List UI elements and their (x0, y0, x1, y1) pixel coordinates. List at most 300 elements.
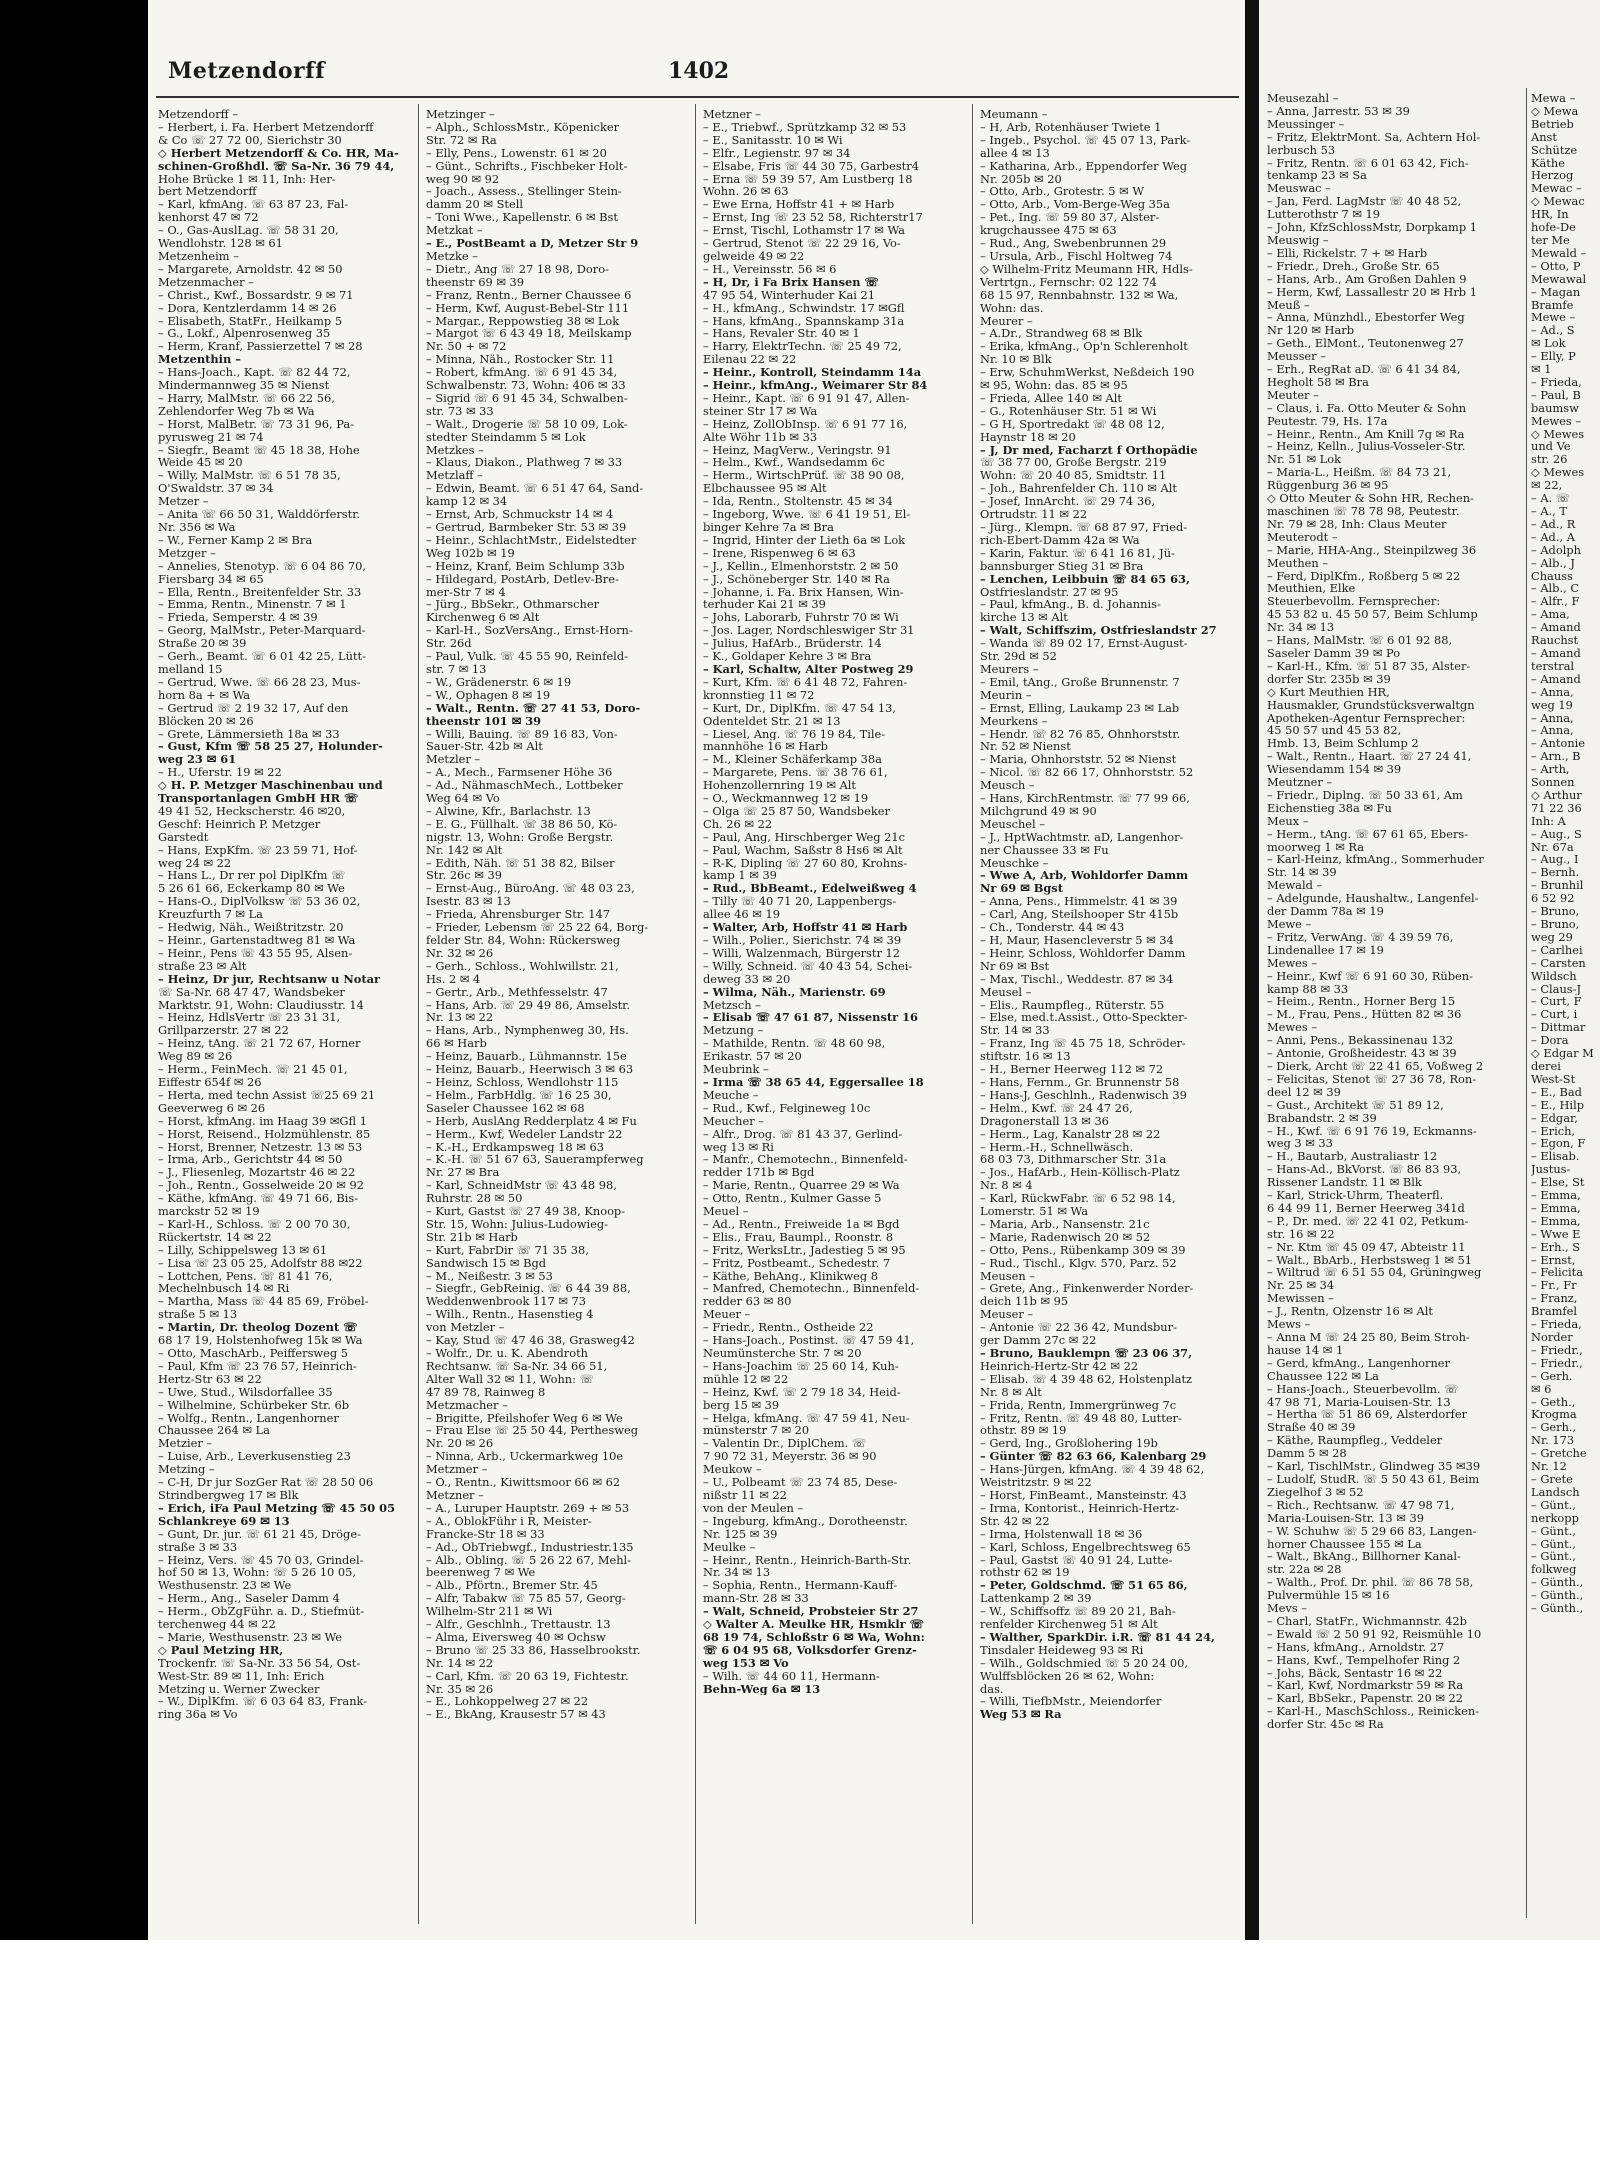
directory-entry: – Günth., (1531, 1589, 1584, 1603)
directory-entry: – Edgar, (1531, 1111, 1578, 1125)
directory-entry: – Erika, kfmAng., Op'n Schlerenholt (980, 340, 1188, 354)
directory-entry: – Herm., Ang., Saseler Damm 4 (158, 1592, 340, 1606)
directory-entry: binger Kehre 7a ✉ Bra (703, 521, 834, 534)
directory-entry: – Paul, Wachm, Saßstr 8 Hs6 ✉ Alt (703, 843, 903, 857)
directory-entry: – Jos., HafArb., Hein-Köllisch-Platz (980, 1166, 1180, 1180)
directory-entry: ✉ 95, Wohn: das. 85 ✉ 95 (980, 379, 1128, 392)
directory-entry: Str. 15, Wohn: Julius-Ludowieg- (426, 1217, 609, 1231)
directory-entry: Nr. 14 ✉ 22 (426, 1656, 494, 1670)
directory-entry: – J., Fliesenleg, Mozartstr 46 ✉ 22 (158, 1166, 356, 1180)
directory-entry: Metzkat – (426, 224, 483, 238)
directory-entry: – Heim., Rentn., Horner Berg 15 (1267, 995, 1456, 1009)
directory-entry: – Erich, iFa Paul Metzing ☏ 45 50 05 (158, 1501, 395, 1515)
directory-entry: Herzog (1531, 169, 1574, 183)
directory-entry: Garstedt (158, 830, 209, 844)
directory-entry: Meutzner – (1267, 776, 1333, 789)
directory-entry: Inh: A (1531, 814, 1566, 828)
directory-entry: – Adelgunde, Haushaltw., Langenfel- (1267, 892, 1479, 906)
directory-entry: straße 23 ✉ Alt (158, 959, 247, 973)
directory-entry: – Fritz, ElektrMont. Sa, Achtern Hol- (1267, 130, 1481, 144)
directory-entry: – Georg, MalMstr., Peter-Marquard- (158, 624, 366, 638)
directory-entry: Wilhelm-Str 211 ✉ Wi (426, 1605, 553, 1619)
column-divider (972, 104, 973, 1924)
directory-entry: Käthe (1531, 156, 1565, 170)
directory-entry: – Ad., A (1531, 530, 1575, 544)
directory-entry: – Wilh., Polier., Sierichstr. 74 ✉ 39 (703, 934, 902, 947)
directory-entry: ◇ Arthur (1531, 788, 1582, 802)
directory-entry: Alte Wöhr 11b ✉ 33 (703, 430, 818, 444)
directory-entry: – Helga, kfmAng. ☏ 47 59 41, Neu- (703, 1411, 910, 1425)
directory-entry: – Wwe A, Arb, Wohldorfer Damm (980, 869, 1189, 883)
directory-entry: – A.Dr., Strandweg 68 ✉ Blk (980, 327, 1143, 341)
directory-entry: – Käthe, Raumpfleg., Veddeler (1267, 1434, 1443, 1448)
directory-entry: – Martha, Mass ☏ 44 85 69, Fröbel- (158, 1295, 369, 1309)
directory-entry: – Hans, Revaler Str. 40 ✉ 1 (703, 327, 860, 341)
directory-entry: stiftstr. 16 ✉ 13 (980, 1050, 1071, 1064)
directory-entry: Meuß – (1267, 298, 1310, 312)
directory-entry: – Ella, Rentn., Breitenfelder Str. 33 (158, 585, 362, 599)
directory-entry: Saseler Damm 39 ✉ Po (1267, 646, 1401, 660)
directory-entry: – Hertha ☏ 51 86 69, Alsterdorfer (1267, 1408, 1468, 1422)
directory-entry: – Paul, kfmAng., B. d. Johannis- (980, 598, 1161, 612)
directory-entry: – Alb., J (1531, 556, 1575, 570)
directory-entry: – Heinr., Pens ☏ 43 55 95, Alsen- (158, 946, 353, 960)
directory-entry: Vertrtgn., Fernschr: 02 122 74 (980, 275, 1157, 289)
directory-entry: – W., Grädenerstr. 6 ✉ 19 (426, 675, 572, 689)
directory-entry: – Karl-Heinz, kfmAng., Sommerhuder (1267, 853, 1484, 867)
directory-entry: Metzner – (426, 1488, 484, 1502)
directory-entry: – Jos. Lager, Nordschleswiger Str 31 (703, 624, 915, 638)
directory-entry: – M., Frau, Pens., Hütten 82 ✉ 36 (1267, 1008, 1462, 1022)
directory-entry: – Wilhelmine, Schürbeker Str. 6b (158, 1398, 349, 1412)
directory-entry: – John, KfzSchlossMstr, Dorpkamp 1 (1267, 221, 1477, 234)
directory-entry: – Gretche (1531, 1447, 1587, 1461)
directory-entry: – Frieda, Allee 140 ✉ Alt (980, 391, 1122, 405)
directory-entry: ◇ Wilhelm-Fritz Meumann HR, Hdls- (980, 262, 1193, 276)
directory-entry: Meusch – (980, 779, 1035, 793)
directory-entry: – C-H, Dr jur SozGer Rat ☏ 28 50 06 (158, 1476, 374, 1489)
directory-entry: ◇ Mewes (1531, 427, 1585, 441)
directory-entry: – Karl, RückwFabr. ☏ 6 52 98 14, (980, 1192, 1176, 1206)
directory-entry: – Elis., Raumpfleg., Rüterstr. 55 (980, 998, 1165, 1012)
directory-entry: 66 ✉ Harb (426, 1037, 487, 1051)
directory-entry: Metzenthin – (158, 353, 241, 367)
directory-entry: Peutestr. 79, Hs. 17a (1267, 414, 1388, 428)
directory-entry: – E. G., Füllhalt. ☏ 38 86 50, Kö- (426, 817, 618, 831)
directory-entry: – Fritz, VerwAng. ☏ 4 39 59 76, (1267, 930, 1454, 944)
directory-entry: – Willi, TiefbMstr., Meiendorfer (980, 1695, 1162, 1709)
directory-entry: 7 90 72 31, Meyerstr. 36 ✉ 90 (703, 1450, 877, 1464)
directory-entry: – Anna, (1531, 724, 1574, 738)
directory-entry: – Liesel, Ang. ☏ 76 19 84, Tile- (703, 727, 886, 741)
directory-entry: felder Str. 84, Wohn: Rückersweg (426, 934, 621, 947)
directory-entry: – Hans-Joach., Steuerbevollm. ☏ (1267, 1382, 1459, 1396)
directory-entry: Weg 53 ✉ Ra (980, 1708, 1062, 1722)
page-gutter (1245, 0, 1259, 1940)
directory-entry: – Otto, P (1531, 259, 1581, 273)
directory-entry: – Ludolf, StudR. ☏ 5 50 43 61, Beim (1267, 1472, 1480, 1486)
directory-entry: – Karl, Schloss, Engelbrechtsweg 65 (980, 1540, 1191, 1554)
directory-entry: – Elisabeth, StatFr., Heilkamp 5 (158, 314, 343, 328)
directory-entry: Str. 42 ✉ 22 (980, 1514, 1050, 1528)
directory-entry: – Franz, Ing ☏ 45 75 18, Schröder- (980, 1037, 1186, 1051)
directory-entry: – Hans, kfmAng., Arnoldstr. 27 (1267, 1640, 1445, 1654)
directory-column-1 (158, 108, 414, 1721)
directory-entry: – Emma, (1531, 1214, 1581, 1228)
directory-entry: – Heinz, MagVerw., Veringstr. 91 (703, 443, 892, 457)
directory-entry: – H., Vereinsstr. 56 ✉ 6 (703, 262, 837, 276)
directory-entry: Odenteldet Str. 21 ✉ 13 (703, 714, 841, 728)
directory-entry: gelweide 49 ✉ 22 (703, 249, 805, 263)
directory-entry: – Anna, (1531, 685, 1574, 699)
directory-entry: – Lottchen, Pens. ☏ 81 41 76, (158, 1269, 333, 1283)
directory-entry: terchenweg 44 ✉ 22 (158, 1618, 276, 1631)
directory-entry: Fiersbarg 34 ✉ 65 (158, 572, 264, 586)
directory-entry: Nr. 27 ✉ Bra (426, 1166, 500, 1180)
directory-entry: – Hildegard, PostArb, Detlev-Bre- (426, 572, 619, 586)
directory-entry: – Karl, Schaltw, Alter Postweg 29 (703, 662, 914, 676)
directory-entry: rothstr 62 ✉ 19 (980, 1566, 1070, 1580)
directory-entry: – Julius, HafArb., Brüderstr. 14 (703, 637, 882, 651)
directory-entry: Metzier – (158, 1437, 213, 1451)
directory-column-3 (703, 108, 968, 1695)
directory-entry: weg 3 ✉ 33 (1267, 1137, 1333, 1151)
directory-entry: – Carlhei (1531, 943, 1583, 957)
directory-entry: othstr. 89 ✉ 19 (980, 1424, 1067, 1438)
directory-entry: 68 03 73, Dithmarscher Str. 31a (980, 1153, 1167, 1167)
directory-entry: Metzinger – (426, 108, 495, 121)
directory-entry: – Minna, Näh., Rostocker Str. 11 (426, 353, 615, 367)
directory-entry: – Herm, Kwf, August-Bebel-Str 111 (426, 301, 630, 315)
directory-entry: mühle 12 ✉ 22 (703, 1372, 789, 1386)
directory-entry: – Sophia, Rentn., Hermann-Kauff- (703, 1579, 898, 1593)
directory-entry: – Frieda, Ahrensburger Str. 147 (426, 908, 611, 922)
directory-entry: – Hans-Joach., Kapt. ☏ 82 44 72, (158, 366, 351, 380)
directory-entry: – H., kfmAng., Schwindstr. 17 ✉Gfl (703, 301, 905, 315)
directory-entry: – Kay, Stud ☏ 47 46 38, Grasweg42 (426, 1334, 635, 1347)
directory-entry: – Wolfr., Dr. u. K. Abendroth (426, 1347, 589, 1360)
directory-entry: Nr. 173 (1531, 1434, 1575, 1448)
directory-entry: kenhorst 47 ✉ 72 (158, 211, 259, 225)
directory-entry: von Metzler – (426, 1321, 505, 1335)
directory-entry: Mewes – (1267, 1021, 1318, 1035)
directory-entry: ter Me (1531, 233, 1570, 247)
directory-entry: – Alfr., Drog. ☏ 81 43 37, Gerlind- (703, 1127, 903, 1141)
directory-entry: – Ewald ☏ 2 50 91 92, Reismühle 10 (1267, 1627, 1482, 1641)
directory-entry: ✉ 22, (1531, 479, 1563, 493)
directory-entry: – Hans, kfmAng., Spannskamp 31a (703, 314, 905, 328)
directory-entry: Rüggenburg 36 ✉ 95 (1267, 479, 1389, 493)
directory-entry: Weistritzstr. 9 ✉ 22 (980, 1476, 1092, 1489)
directory-entry: Nr. 79 ✉ 28, Inh: Claus Meuter (1267, 517, 1447, 531)
right-column-2 (1531, 92, 1600, 1615)
directory-entry: – Wilh., Goldschmied ☏ 5 20 24 00, (980, 1656, 1188, 1670)
directory-entry: – Günt., Schrifts., Fischbeker Holt- (426, 159, 628, 173)
directory-entry: – E., BkAng, Krausestr 57 ✉ 43 (426, 1708, 606, 1722)
directory-entry: Hmb. 13, Beim Schlump 2 (1267, 737, 1419, 751)
directory-entry: renfelder Kirchenweg 51 ✉ Alt (980, 1618, 1158, 1631)
directory-entry: Mewawal (1531, 272, 1587, 286)
directory-entry: – Günt., (1531, 1524, 1576, 1538)
directory-entry: horner Chaussee 155 ✉ La (1267, 1537, 1422, 1551)
directory-entry: Str. 26d (426, 637, 472, 651)
directory-entry: – Alb., C (1531, 582, 1580, 596)
directory-entry: – E., Bad (1531, 1085, 1582, 1099)
directory-entry: – Gertrud, Stenot ☏ 22 29 16, Vo- (703, 237, 901, 250)
directory-entry: Nr. 205b ✉ 20 (980, 172, 1062, 186)
directory-entry: – Martin, Dr. theolog Dozent ☏ (158, 1321, 358, 1335)
directory-entry: Justus- (1531, 1163, 1571, 1177)
directory-entry: Meuschke – (980, 856, 1049, 870)
directory-entry: – Frieda, Semperstr. 4 ✉ 39 (158, 611, 318, 625)
directory-entry: – Walt., BkAng., Billhorner Kanal- (1267, 1550, 1461, 1564)
directory-entry: kamp 12 ✉ 34 (426, 495, 508, 509)
directory-entry: Bramfe (1531, 298, 1574, 312)
directory-entry: – Erh., RegRat aD. ☏ 6 41 34 84, (1267, 363, 1461, 376)
directory-entry: Ch. 26 ✉ 22 (703, 817, 773, 831)
directory-entry: – Walt, Schiffszim, Ostfrieslandstr 27 (980, 624, 1217, 638)
directory-entry: Haynstr 18 ✉ 20 (980, 430, 1076, 444)
directory-entry: Meuthen – (1267, 556, 1329, 570)
directory-entry: Metzenmacher – (158, 275, 254, 289)
directory-entry: Meuter – (1267, 388, 1319, 402)
directory-entry: – Katharina, Arb., Eppendorfer Weg (980, 159, 1188, 173)
directory-entry: Meuthien, Elke (1267, 582, 1356, 596)
directory-entry: Geschf: Heinrich P. Metzger (158, 817, 321, 831)
directory-entry: – Ingeborg, Wwe. ☏ 6 41 19 51, El- (703, 508, 911, 521)
directory-entry: deel 12 ✉ 39 (1267, 1085, 1341, 1099)
directory-entry: – Gertrud, Barmbeker Str. 53 ✉ 39 (426, 521, 627, 534)
directory-entry: – Gerh., (1531, 1421, 1577, 1435)
directory-entry: – Heinz, ZollObInsp. ☏ 6 91 77 16, (703, 417, 908, 431)
directory-entry: Nr. 13 ✉ 22 (426, 1011, 494, 1025)
directory-entry: – Rich., Rechtsanw. ☏ 47 98 71, (1267, 1498, 1455, 1512)
directory-entry: hause 14 ✉ 1 (1267, 1343, 1344, 1357)
directory-entry: – Erh., S (1531, 1240, 1581, 1254)
directory-entry: von der Meulen – (703, 1501, 804, 1515)
directory-entry: das. (980, 1682, 1004, 1696)
directory-entry: hof 50 ✉ 13, Wohn: ☏ 5 26 10 05, (158, 1566, 357, 1580)
directory-entry: – Robert, kfmAng. ☏ 6 91 45 34, (426, 366, 618, 380)
directory-entry: Metzmacher – (426, 1398, 508, 1412)
directory-entry: horn 8a + ✉ Wa (158, 688, 251, 702)
directory-entry: Mechelnbusch 14 ✉ Ri (158, 1282, 290, 1296)
directory-entry: – Lenchen, Leibbuin ☏ 84 65 63, (980, 572, 1190, 586)
directory-entry: – Johs, Laborarb, Fuhrstr 70 ✉ Wi (703, 611, 899, 625)
directory-entry: – Frieder, Lebensm ☏ 25 22 64, Borg- (426, 921, 649, 934)
directory-entry: Nr. 52 ✉ Nienst (980, 740, 1071, 754)
directory-entry: – Joh., Rentn., Gosselweide 20 ✉ 92 (158, 1179, 364, 1193)
directory-entry: – Horst, Reisend., Holzmühlenstr. 85 (158, 1127, 371, 1141)
directory-entry: – Elli, Rickelstr. 7 + ✉ Harb (1267, 246, 1428, 260)
directory-entry: Eilenau 22 ✉ 22 (703, 353, 797, 367)
directory-entry: – Elly, Pens., Lowenstr. 61 ✉ 20 (426, 146, 607, 160)
directory-entry: – Maria, Ohnhorststr. 52 ✉ Nienst (980, 753, 1177, 767)
directory-entry: – Willy, Schneid. ☏ 40 43 54, Schei- (703, 959, 913, 973)
directory-entry: – Willi, Bauing. ☏ 89 16 83, Von- (426, 727, 618, 741)
directory-entry: ◇ Kurt Meuthien HR, (1267, 685, 1390, 699)
directory-entry: Wohn. 26 ✉ 63 (703, 185, 789, 199)
directory-entry: – Elisab ☏ 47 61 87, Nissenstr 16 (703, 1011, 918, 1025)
directory-entry: – Lisa ☏ 23 05 25, Adolfstr 88 ✉22 (158, 1256, 363, 1270)
directory-entry: – Willy, MalMstr. ☏ 6 51 78 35, (158, 469, 341, 483)
directory-entry: – Pet., Ing. ☏ 59 80 37, Alster- (980, 211, 1160, 225)
directory-entry: weg 13 ✉ Ri (703, 1140, 774, 1154)
directory-entry: – Horst, FinBeamt., Mansteinstr. 43 (980, 1488, 1187, 1502)
directory-entry: – Jürg., BbSekr., Othmarscher (426, 598, 600, 612)
directory-entry: – Anna, (1531, 711, 1574, 725)
directory-entry: Weide 45 ✉ 20 (158, 456, 243, 470)
directory-entry: – Antonie (1531, 737, 1586, 751)
directory-entry: – Anna, Pens., Himmelstr. 41 ✉ 39 (980, 895, 1178, 909)
directory-entry: – Ad., S (1531, 324, 1575, 338)
directory-entry: Kreuzfurth 7 ✉ La (158, 908, 263, 922)
directory-entry: Behn-Weg 6a ✉ 13 (703, 1682, 821, 1696)
directory-entry: Metzing – (158, 1463, 215, 1477)
directory-entry: 68 19 74, Schloßstr 6 ✉ Wa, Wohn: (703, 1630, 925, 1644)
directory-entry: – Elsabe, Fris ☏ 44 30 75, Garbestr4 (703, 159, 919, 173)
directory-entry: – H., Bautarb, Australiastr 12 (1267, 1150, 1438, 1164)
directory-entry: – Heinz, Kwf. ☏ 2 79 18 34, Heid- (703, 1385, 901, 1399)
directory-entry: – Walt, Schneid, Probsteier Str 27 (703, 1605, 919, 1619)
directory-entry: – Otto, Rentn., Kulmer Gasse 5 (703, 1192, 882, 1206)
directory-entry: – Annelies, Stenotyp. ☏ 6 04 86 70, (158, 559, 367, 573)
directory-entry: – Arn., B (1531, 750, 1581, 764)
directory-entry: Meuswac – (1267, 182, 1331, 196)
directory-entry: – Alfr., Geschlnh., Trettaustr. 13 (426, 1618, 611, 1631)
directory-entry: Nr. 10 ✉ Blk (980, 353, 1052, 367)
directory-entry: – Grete, Ang., Finkenwerder Norder- (980, 1282, 1194, 1296)
directory-entry: – O., Weckmannweg 12 ✉ 19 (703, 792, 869, 805)
directory-entry: terhuder Kai 21 ✉ 39 (703, 598, 826, 612)
directory-entry: – Brunhil (1531, 879, 1584, 893)
directory-entry: str. 26 (1531, 453, 1568, 467)
directory-entry: – Frieda, (1531, 1318, 1582, 1331)
directory-entry: ◇ H. P. Metzger Maschinenbau und (158, 779, 383, 793)
directory-entry: – Wilh. ☏ 44 60 11, Hermann- (703, 1669, 880, 1683)
directory-entry: – Franz, Rentn., Berner Chaussee 6 (426, 288, 632, 302)
directory-entry: münsterstr 7 ✉ 20 (703, 1424, 810, 1438)
directory-entry: – Alma, Eiversweg 40 ✉ Ochsw (426, 1630, 606, 1644)
directory-entry: – Grete (1531, 1472, 1573, 1486)
directory-entry: Nr. 20 ✉ 26 (426, 1437, 494, 1451)
directory-entry: Ortrudstr. 11 ✉ 22 (980, 508, 1088, 521)
directory-entry: kirche 13 ✉ Alt (980, 611, 1068, 625)
directory-entry: – Nr. Ktm ☏ 45 09 47, Abteistr 11 (1267, 1240, 1466, 1254)
directory-entry: – Carl, Ang, Steilshooper Str 415b (980, 908, 1179, 922)
directory-entry: weg 19 (1531, 698, 1573, 712)
directory-entry: – Ama, (1531, 608, 1570, 622)
directory-entry: Chaussee 264 ✉ La (158, 1424, 270, 1438)
directory-entry: – Marie, Rentn., Quarree 29 ✉ Wa (703, 1179, 900, 1193)
directory-entry: melland 15 (158, 662, 223, 676)
directory-entry: Schwalbenstr. 73, Wohn: 406 ✉ 33 (426, 379, 626, 392)
directory-entry: Meurer – (980, 314, 1033, 328)
directory-entry: – Wolfg., Rentn., Langenhorner (158, 1411, 339, 1425)
directory-entry: Metzlaff – (426, 469, 483, 483)
directory-entry: Weddenwenbrook 117 ✉ 73 (426, 1295, 587, 1309)
directory-entry: Metzke – (426, 249, 478, 263)
directory-entry: Schütze (1531, 143, 1578, 157)
directory-entry: – Heinz, tAng. ☏ 21 72 67, Horner (158, 1037, 361, 1051)
directory-entry: dorfer Str. 235b ✉ 39 (1267, 672, 1391, 686)
directory-entry: – Hans L., Dr rer pol DiplKfm ☏ (158, 869, 346, 883)
directory-entry: marckstr 52 ✉ 19 (158, 1205, 260, 1218)
directory-entry: – Herm, Kranf, Passierzettel 7 ✉ 28 (158, 340, 363, 354)
page-header (168, 58, 1215, 98)
directory-entry: – Gust, Kfm ☏ 58 25 27, Holunder- (158, 740, 383, 754)
directory-entry: Str. 14 ✉ 33 (980, 1024, 1050, 1038)
directory-entry: Norder (1531, 1331, 1573, 1344)
directory-entry: – Friedr., (1531, 1343, 1583, 1357)
directory-entry: ◇ Walter A. Meulke HR, Hsmklr ☏ (703, 1618, 924, 1631)
directory-entry: – Hans, Fernm., Gr. Brunnenstr 58 (980, 1075, 1180, 1089)
directory-entry: – Herbert, i. Fa. Herbert Metzendorff (158, 120, 374, 134)
directory-entry: Meuterodt – (1267, 530, 1338, 544)
directory-entry: – Karl-H., Schloss. ☏ 2 00 70 30, (158, 1217, 351, 1231)
directory-entry: Hohenzollernring 19 ✉ Alt (703, 779, 856, 793)
directory-entry: – Johanne, i. Fa. Brix Hansen, Win- (703, 585, 904, 599)
directory-entry: – M., Kleiner Schäferkamp 38a (703, 753, 882, 767)
directory-entry: – G., Rotenhäuser Str. 51 ✉ Wi (980, 404, 1157, 418)
directory-entry: – Carsten (1531, 956, 1586, 970)
directory-entry: ✉ 1 (1531, 363, 1552, 376)
directory-entry: – Wwe E (1531, 1227, 1581, 1241)
directory-entry: – Ad., ObTriebwgf., Industriestr.135 (426, 1540, 634, 1554)
directory-entry: – Ernst, (1531, 1253, 1576, 1267)
directory-entry: – Harry, MalMstr. ☏ 66 22 56, (158, 391, 335, 405)
directory-entry: – Alph., SchlossMstr., Köpenicker (426, 120, 620, 134)
directory-entry: – Hans, Arb., Am Großen Dahlen 9 (1267, 272, 1467, 286)
directory-entry: – Karl, SchneidMstr ☏ 43 48 98, (426, 1179, 617, 1193)
directory-entry: Nr. 8 ✉ 4 (980, 1179, 1033, 1193)
directory-entry: Weg 102b ✉ 19 (426, 546, 515, 560)
directory-entry: – Ernst, Arb, Schmuckstr 14 ✉ 4 (426, 508, 614, 521)
directory-entry: ◇ Edgar M (1531, 1047, 1594, 1060)
directory-entry: – Fritz, Postbeamt., Schedestr. 7 (703, 1256, 891, 1270)
directory-entry: Apotheken-Agentur Fernsprecher: (1267, 711, 1466, 725)
directory-entry: – Edith, Näh. ☏ 51 38 82, Bilser (426, 856, 615, 870)
directory-entry: Meurers – (980, 662, 1039, 676)
directory-entry: – Bruno, (1531, 918, 1580, 931)
directory-entry: – Dierk, Archt ☏ 22 41 65, Voßweg 2 (1267, 1059, 1484, 1073)
directory-entry: Nr. 32 ✉ 26 (426, 946, 494, 960)
directory-entry: 47 98 71, Maria-Louisen-Str. 13 (1267, 1395, 1451, 1409)
directory-entry: Nr. 67a (1531, 840, 1574, 854)
directory-entry: Milchgrund 49 ✉ 90 (980, 804, 1097, 818)
directory-entry: – Heinr., Kontroll, Steindamm 14a (703, 366, 922, 380)
directory-entry: nigstr. 13, Wohn: Große Bergstr. (426, 830, 614, 844)
directory-entry: – A., Mech., Farmsener Höhe 36 (426, 766, 613, 780)
directory-entry: Wohn: das. (980, 301, 1044, 315)
directory-entry: Meurin – (980, 688, 1032, 702)
directory-entry: – E., Triebwf., Sprützkamp 32 ✉ 53 (703, 120, 907, 134)
directory-entry: – Paul, Gastst ☏ 40 91 24, Lutte- (980, 1553, 1173, 1567)
directory-entry: Isestr. 83 ✉ 13 (426, 895, 511, 909)
directory-entry: – Marie, Radenwisch 20 ✉ 52 (980, 1230, 1151, 1244)
directory-entry: – H, Maur, Hasencleverstr 5 ✉ 34 (980, 934, 1174, 947)
directory-entry: – Käthe, kfmAng. ☏ 49 71 66, Bis- (158, 1192, 359, 1206)
directory-entry: – Marie, Westhusenstr. 23 ✉ We (158, 1630, 343, 1644)
directory-entry: und Ve (1531, 440, 1571, 454)
directory-entry: – Joh., Bahrenfelder Ch. 110 ✉ Alt (980, 482, 1177, 496)
directory-entry: ☏ Sa-Nr. 68 47 47, Wandsbeker (158, 985, 345, 999)
directory-entry: – Klaus, Diakon., Plathweg 7 ✉ 33 (426, 456, 623, 470)
directory-entry: – Ad., R (1531, 517, 1576, 531)
directory-entry: – Uwe, Stud., Wilsdorfallee 35 (158, 1385, 333, 1399)
directory-entry: – Günth., (1531, 1602, 1584, 1615)
directory-entry: rich-Ebert-Damm 42a ✉ Wa (980, 533, 1140, 547)
